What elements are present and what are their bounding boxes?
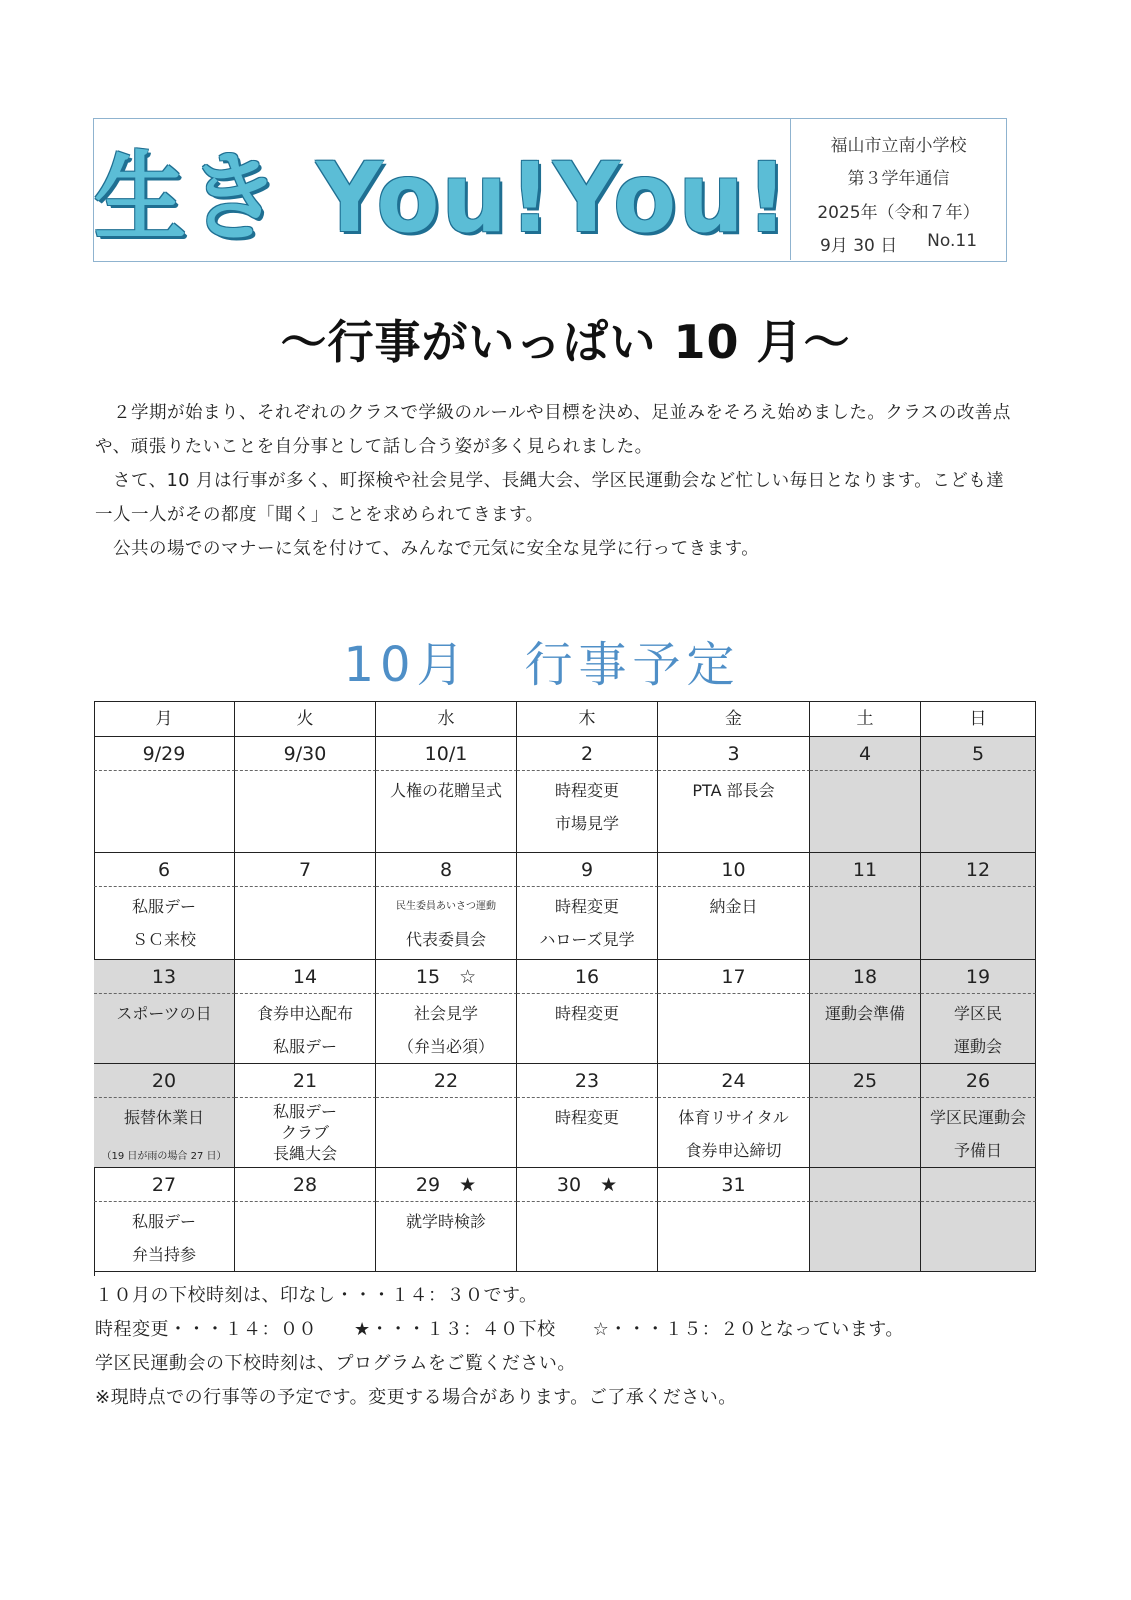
event-label: 納金日 bbox=[709, 897, 758, 916]
masthead bbox=[93, 118, 1007, 262]
event-label: 就学時検診 bbox=[405, 1212, 486, 1231]
event-label: 私服デー bbox=[131, 1212, 196, 1231]
paragraph: 公共の場でのマナーに気を付けて、みんなで元気に安全な見学に行ってきます。 bbox=[95, 539, 760, 559]
weekday-header: 日 bbox=[921, 701, 1036, 737]
event-label: 学区民 bbox=[953, 1004, 1002, 1023]
day-number: 6 bbox=[94, 853, 235, 887]
note-dismissal: １０月の下校時刻は、印なし・・・１４：３０です。 bbox=[95, 1285, 538, 1306]
day-number: 5 bbox=[921, 737, 1036, 771]
day-number: 14 bbox=[235, 960, 376, 994]
newsletter-title-logo bbox=[94, 119, 791, 260]
weekday-header: 水 bbox=[376, 701, 517, 737]
day-events bbox=[810, 771, 921, 853]
day-events bbox=[94, 1098, 235, 1168]
day-events bbox=[517, 1098, 658, 1168]
day-number: 19 bbox=[921, 960, 1036, 994]
day-number: 23 bbox=[517, 1064, 658, 1098]
day-number: 9/29 bbox=[94, 737, 235, 771]
issue-date-row bbox=[791, 231, 1006, 256]
day-number: 26 bbox=[921, 1064, 1036, 1098]
event-label: 運動会準備 bbox=[824, 1004, 905, 1023]
event-label: 予備日 bbox=[953, 1141, 1002, 1160]
event-label: 市場見学 bbox=[554, 814, 619, 833]
weekday-header: 金 bbox=[658, 701, 810, 737]
school-name: 福山市立南小学校 bbox=[830, 136, 967, 156]
day-number: 4 bbox=[810, 737, 921, 771]
day-events bbox=[810, 1098, 921, 1168]
day-events bbox=[658, 1202, 810, 1272]
event-label: 時程変更 bbox=[554, 897, 619, 916]
calendar-title: 10月 行事予定 bbox=[343, 637, 741, 693]
event-label: 体育リサイタル bbox=[678, 1108, 789, 1127]
day-events bbox=[921, 994, 1036, 1064]
weekday-header: 木 bbox=[517, 701, 658, 737]
event-label: 弁当持参 bbox=[131, 1245, 196, 1264]
day-number: 22 bbox=[376, 1064, 517, 1098]
day-number: 20 bbox=[94, 1064, 235, 1098]
event-label: ＳＣ来校 bbox=[131, 930, 196, 949]
day-events bbox=[235, 771, 376, 853]
day-number: 17 bbox=[658, 960, 810, 994]
day-number: 15 ☆ bbox=[376, 960, 517, 994]
event-calendar bbox=[94, 701, 1036, 1276]
day-events bbox=[376, 1098, 517, 1168]
event-label: 社会見学 bbox=[413, 1004, 478, 1023]
day-events bbox=[921, 771, 1036, 853]
day-number: 10/1 bbox=[376, 737, 517, 771]
day-events bbox=[235, 887, 376, 960]
event-label: 食券申込配布 bbox=[256, 1004, 353, 1023]
day-number: 27 bbox=[94, 1168, 235, 1202]
day-events bbox=[235, 1202, 376, 1272]
event-label: 代表委員会 bbox=[405, 930, 486, 949]
day-number: 8 bbox=[376, 853, 517, 887]
day-events bbox=[94, 994, 235, 1064]
day-events bbox=[376, 994, 517, 1064]
day-events bbox=[517, 887, 658, 960]
day-events bbox=[94, 771, 235, 853]
event-label: 学区民運動会 bbox=[929, 1108, 1026, 1127]
day-number: 29 ★ bbox=[376, 1168, 517, 1202]
day-number: 21 bbox=[235, 1064, 376, 1098]
day-number bbox=[921, 1168, 1036, 1202]
note-schedule-change: 時程変更・・・１４：００ ★・・・１３：４０下校 ☆・・・１５：２０となっています。 bbox=[95, 1319, 904, 1340]
note-disclaimer: ※現時点での行事等の予定です。変更する場合があります。ご了承ください。 bbox=[95, 1387, 737, 1408]
event-label: 人権の花贈呈式 bbox=[389, 781, 502, 800]
day-events bbox=[376, 1202, 517, 1272]
newsletter-name: 第３学年通信 bbox=[847, 169, 950, 189]
day-number: 24 bbox=[658, 1064, 810, 1098]
day-number: 9 bbox=[517, 853, 658, 887]
day-events bbox=[517, 1202, 658, 1272]
event-label: （19 日が雨の場合 27 日） bbox=[101, 1151, 227, 1162]
day-events bbox=[921, 1098, 1036, 1168]
weekday-header: 土 bbox=[810, 701, 921, 737]
event-label: 運動会 bbox=[953, 1037, 1002, 1056]
day-number: 16 bbox=[517, 960, 658, 994]
event-label: クラブ bbox=[280, 1123, 329, 1142]
issue-number: No.11 bbox=[927, 231, 978, 251]
day-number: 13 bbox=[94, 960, 235, 994]
day-events bbox=[517, 771, 658, 853]
event-label: 時程変更 bbox=[554, 781, 619, 800]
event-label: PTA 部長会 bbox=[692, 781, 775, 800]
day-events bbox=[658, 1098, 810, 1168]
day-events bbox=[658, 887, 810, 960]
day-events bbox=[921, 1202, 1036, 1272]
event-label: 時程変更 bbox=[554, 1108, 619, 1127]
day-events bbox=[376, 887, 517, 960]
day-number: 10 bbox=[658, 853, 810, 887]
day-events bbox=[810, 1202, 921, 1272]
day-number: 30 ★ bbox=[517, 1168, 658, 1202]
day-number bbox=[810, 1168, 921, 1202]
paragraph: さて、10 月は行事が多く、町探検や社会見学、長縄大会、学区民運動会など忙しい毎日となります。こども達一人一人がその都度「聞く」ことを求められてきます。 bbox=[95, 471, 1005, 525]
headline: ～行事がいっぱい 10 月～ bbox=[280, 315, 851, 369]
day-number: 7 bbox=[235, 853, 376, 887]
day-number: 11 bbox=[810, 853, 921, 887]
day-events bbox=[235, 1098, 376, 1168]
day-number: 28 bbox=[235, 1168, 376, 1202]
day-number: 25 bbox=[810, 1064, 921, 1098]
event-label: 私服デー bbox=[272, 1102, 337, 1121]
masthead-info bbox=[791, 119, 1006, 260]
event-label: 民生委員あいさつ運動 bbox=[396, 901, 496, 912]
weekday-header: 火 bbox=[235, 701, 376, 737]
issue-year: 2025年（令和７年） bbox=[817, 203, 980, 223]
event-label: スポーツの日 bbox=[116, 1004, 212, 1023]
day-number: 31 bbox=[658, 1168, 810, 1202]
event-label: 私服デー bbox=[131, 897, 196, 916]
note-sports-day: 学区民運動会の下校時刻は、プログラムをご覧ください。 bbox=[95, 1353, 576, 1374]
day-events bbox=[658, 771, 810, 853]
day-events bbox=[376, 771, 517, 853]
newsletter-title: 生き You!You! bbox=[94, 141, 790, 254]
day-events bbox=[810, 887, 921, 960]
day-number: 18 bbox=[810, 960, 921, 994]
weekday-header: 月 bbox=[94, 701, 235, 737]
event-label: 長縄大会 bbox=[272, 1144, 337, 1163]
day-events bbox=[235, 994, 376, 1064]
event-label: 振替休業日 bbox=[123, 1108, 204, 1127]
event-label: ハローズ見学 bbox=[539, 930, 635, 949]
day-number: 2 bbox=[517, 737, 658, 771]
event-label: 時程変更 bbox=[554, 1004, 619, 1023]
day-events bbox=[94, 1202, 235, 1272]
issue-date: 9月 30 日 bbox=[819, 236, 898, 256]
day-events bbox=[810, 994, 921, 1064]
event-label: （弁当必須） bbox=[397, 1037, 494, 1056]
day-number: 12 bbox=[921, 853, 1036, 887]
event-label: 食券申込締切 bbox=[685, 1141, 782, 1160]
day-events bbox=[94, 887, 235, 960]
day-number: 3 bbox=[658, 737, 810, 771]
day-events bbox=[921, 887, 1036, 960]
day-number: 9/30 bbox=[235, 737, 376, 771]
day-events bbox=[658, 994, 810, 1064]
paragraph: ２学期が始まり、それぞれのクラスで学級のルールや目標を決め、足並みをそろえ始めました。クラスの改善点や、頑張りたいことを自分事として話し合う姿が多く見られました。 bbox=[95, 403, 1011, 457]
event-label: 私服デー bbox=[272, 1037, 337, 1056]
day-events bbox=[517, 994, 658, 1064]
